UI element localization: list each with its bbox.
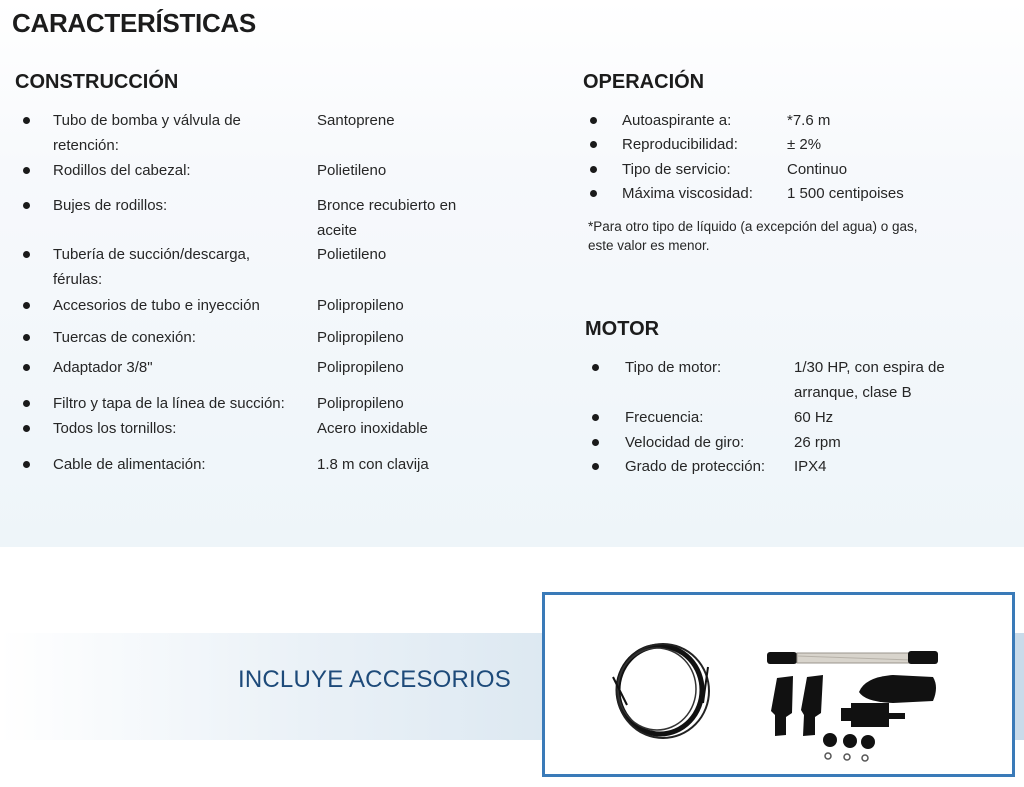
spec-label-line: Velocidad de giro: (625, 434, 745, 451)
spec-value (317, 355, 404, 380)
spec-value-line: aceite (317, 222, 358, 239)
bullet-icon (23, 302, 30, 309)
spec-value (787, 181, 904, 206)
spec-value (794, 405, 833, 430)
spec-label (53, 293, 260, 318)
spec-value (317, 325, 404, 350)
spec-value (787, 157, 847, 182)
spec-label-line: Bujes de rodillos: (53, 197, 168, 214)
spec-value-line: 1 500 centipoises (787, 185, 904, 202)
spec-label-line: Adaptador 3/8" (53, 359, 153, 376)
spec-value (317, 158, 386, 183)
spec-label-line: Todos los tornillos: (53, 420, 177, 437)
spec-value (794, 355, 945, 405)
bullet-icon (23, 364, 30, 371)
spec-label (622, 181, 753, 206)
construccion-title: CONSTRUCCIÓN (15, 71, 179, 93)
spec-label-line: Autoaspirante a: (622, 112, 732, 129)
bullet-icon (592, 463, 599, 470)
spec-label-line: retención: (53, 137, 119, 154)
spec-value-line: 26 rpm (794, 434, 841, 451)
adapter-icon (771, 675, 823, 736)
spec-label-line: Reproducibilidad: (622, 136, 738, 153)
spec-label (53, 355, 153, 380)
spec-value-line: Polipropileno (317, 297, 404, 314)
accessories-label: INCLUYE ACCESORIOS (238, 666, 512, 693)
spec-value-line: 60 Hz (794, 409, 834, 426)
operacion-note (588, 217, 968, 255)
tubing-coil-icon (613, 644, 709, 738)
bullet-icon (590, 141, 597, 148)
spec-label (53, 158, 191, 183)
spec-value (787, 132, 821, 157)
spec-label (53, 325, 196, 350)
spec-label-line: Filtro y tapa de la línea de succión: (53, 395, 285, 412)
spec-label (625, 405, 703, 430)
bullet-icon (590, 190, 597, 197)
spec-label-line: Tipo de servicio: (622, 161, 731, 178)
spec-value (317, 452, 429, 477)
spec-value-line: 1.8 m con clavija (317, 456, 429, 473)
spec-value (317, 242, 386, 267)
spec-value (317, 193, 456, 243)
spec-value-line: Acero inoxidable (317, 420, 428, 437)
bullet-icon (23, 251, 30, 258)
spec-label (53, 416, 176, 441)
spec-label-line: Grado de protección: (625, 458, 766, 475)
spec-value-line: Polipropileno (317, 359, 404, 376)
bullet-icon (23, 117, 30, 124)
spec-value (794, 454, 827, 479)
spec-value (317, 416, 428, 441)
spec-label-line: Máxima viscosidad: (622, 185, 753, 202)
spec-label (622, 157, 731, 182)
spec-value-line: Polietileno (317, 246, 387, 263)
bullet-icon (590, 166, 597, 173)
spec-label-line: Tubo de bomba y válvula de (53, 112, 241, 129)
spec-label (53, 391, 285, 416)
motor-title: MOTOR (585, 318, 660, 340)
injection-fitting-icon (841, 675, 936, 727)
bullet-icon (23, 202, 30, 209)
bullet-icon (23, 334, 30, 341)
spec-value (317, 293, 404, 318)
spec-label (53, 452, 206, 477)
spec-value-line: arranque, clase B (794, 384, 912, 401)
spec-label (53, 108, 241, 158)
spec-label (622, 132, 738, 157)
accessories-image (545, 595, 1012, 774)
spec-label-line: Rodillos del cabezal: (53, 162, 191, 179)
page-title: CARACTERÍSTICAS (12, 8, 256, 38)
spec-label (53, 242, 250, 292)
bullet-icon (592, 364, 599, 371)
note-line: este valor es menor. (588, 238, 710, 253)
spec-label (622, 108, 731, 133)
spec-label-line: férulas: (53, 271, 103, 288)
spec-value-line: ± 2% (787, 136, 822, 153)
bullet-icon (592, 439, 599, 446)
spec-label (625, 355, 721, 380)
spec-value-line: IPX4 (794, 458, 827, 475)
bullet-icon (23, 461, 30, 468)
spec-value-line: Bronce recubierto en (317, 197, 457, 214)
spec-value-line: Polietileno (317, 162, 387, 179)
spec-value (317, 391, 404, 416)
accessories-image-frame (542, 592, 1015, 777)
spec-value-line: Santoprene (317, 112, 395, 129)
spec-value (317, 108, 395, 133)
spec-value-line: Continuo (787, 161, 848, 178)
spec-label-line: Cable de alimentación: (53, 456, 206, 473)
bullet-icon (23, 167, 30, 174)
spec-label-line: Accesorios de tubo e inyección (53, 297, 260, 314)
spec-label (625, 454, 765, 479)
spec-label (625, 430, 744, 455)
spec-label-line: Tuercas de conexión: (53, 329, 196, 346)
spec-label-line: Frecuencia: (625, 409, 704, 426)
spec-value (794, 430, 841, 455)
bullet-icon (592, 414, 599, 421)
spec-label (53, 193, 167, 218)
note-line: *Para otro tipo de líquido (a excepción del agua) o gas, (588, 219, 918, 234)
operacion-title: OPERACIÓN (583, 71, 705, 93)
spec-label-line: Tubería de succión/descarga, (53, 246, 251, 263)
spec-value-line: 1/30 HP, con espira de (794, 359, 945, 376)
bullet-icon (590, 117, 597, 124)
spec-value (787, 108, 830, 133)
bullet-icon (23, 400, 30, 407)
bullet-icon (23, 425, 30, 432)
suction-tube-icon (767, 651, 938, 664)
spec-value-line: *7.6 m (787, 112, 831, 129)
spec-label-line: Tipo de motor: (625, 359, 722, 376)
spec-value-line: Polipropileno (317, 329, 404, 346)
spec-value-line: Polipropileno (317, 395, 404, 412)
nuts-washers-icon (823, 733, 875, 761)
